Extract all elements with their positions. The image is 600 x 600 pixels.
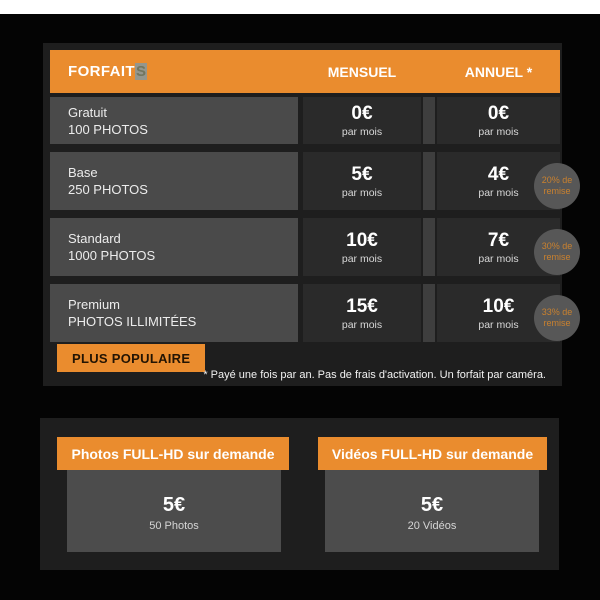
- addon-unit: 50 Photos: [149, 520, 199, 532]
- plan-label-cell: [50, 218, 298, 276]
- plan-name: Premium: [68, 297, 121, 312]
- addon-photos-card: [67, 470, 281, 552]
- column-divider-strip: [423, 152, 435, 210]
- pricing-table-panel: [43, 43, 573, 386]
- monthly-price: 15€: [346, 295, 378, 317]
- annual-period: par mois: [478, 126, 519, 138]
- annual-period: par mois: [478, 252, 519, 265]
- plan-label-cell: [50, 284, 298, 342]
- header-plans-text: FORFAIT: [68, 63, 135, 80]
- discount-line1: 30% de: [541, 241, 573, 251]
- addon-price: 5€: [162, 494, 186, 516]
- annual-price: 10€: [482, 295, 515, 317]
- plan-label-cell: [50, 152, 298, 210]
- monthly-price-cell: [303, 152, 421, 210]
- addon-unit: 20 Vidéos: [407, 520, 457, 532]
- monthly-price-cell: [303, 97, 421, 144]
- plan-quota: PHOTOS ILLIMITÉES: [68, 314, 197, 329]
- plan-row-base: [50, 152, 560, 210]
- plan-name: Gratuit: [68, 104, 108, 120]
- plan-rows: [50, 97, 560, 350]
- monthly-price: 5€: [351, 163, 373, 185]
- plan-quota: 250 PHOTOS: [68, 182, 148, 197]
- discount-line2: remise: [543, 252, 571, 262]
- plan-quota: 1000 PHOTOS: [68, 248, 156, 263]
- plan-name: Base: [68, 165, 98, 180]
- header-plans-selected-letter: S: [135, 63, 147, 80]
- plan-quota: 100 PHOTOS: [68, 121, 148, 137]
- addon-price: 5€: [420, 494, 444, 516]
- monthly-price-cell: [303, 218, 421, 276]
- monthly-period: par mois: [341, 126, 383, 138]
- column-divider-strip: [423, 218, 435, 276]
- most-popular-badge: PLUS POPULAIRE: [57, 344, 205, 372]
- addon-videos-card: [325, 470, 539, 552]
- addon-photos-title-bar: Photos FULL-HD sur demande: [57, 437, 289, 470]
- discount-line2: remise: [543, 318, 571, 328]
- top-white-strip: [0, 0, 600, 14]
- annual-period: par mois: [478, 318, 519, 331]
- monthly-price-cell: [303, 284, 421, 342]
- column-divider-strip: [423, 284, 435, 342]
- pricing-footnote: * Payé une fois par an. Pas de frais d'activation. Un forfait par caméra.: [203, 369, 546, 381]
- annual-price: 4€: [487, 163, 510, 185]
- pricing-table-header: [50, 50, 560, 93]
- plan-row-gratuit: [50, 97, 560, 144]
- annual-price: 0€: [487, 103, 510, 124]
- monthly-period: par mois: [341, 252, 383, 265]
- discount-line2: remise: [543, 186, 571, 196]
- monthly-period: par mois: [341, 186, 383, 199]
- monthly-price: 0€: [351, 103, 373, 124]
- discount-line1: 20% de: [541, 175, 573, 185]
- annual-period: par mois: [478, 186, 519, 199]
- header-plans: [50, 63, 298, 80]
- monthly-price: 10€: [346, 229, 378, 251]
- annual-price-cell: [437, 97, 560, 144]
- annual-price: 7€: [487, 229, 510, 251]
- plan-row-standard: [50, 218, 560, 276]
- addon-videos-title-bar: Vidéos FULL-HD sur demande: [318, 437, 547, 470]
- monthly-period: par mois: [341, 318, 383, 331]
- addons-panel: [40, 418, 559, 570]
- plan-row-premium: [50, 284, 560, 342]
- discount-badge-20: [534, 163, 580, 209]
- plan-label-cell: [50, 97, 298, 144]
- plan-name: Standard: [68, 231, 121, 246]
- header-annual: ANNUEL *: [464, 63, 533, 80]
- column-divider-strip: [423, 97, 435, 144]
- discount-line1: 33% de: [541, 307, 573, 317]
- discount-badge-33: [534, 295, 580, 341]
- discount-badge-30: [534, 229, 580, 275]
- header-monthly: MENSUEL: [327, 63, 397, 80]
